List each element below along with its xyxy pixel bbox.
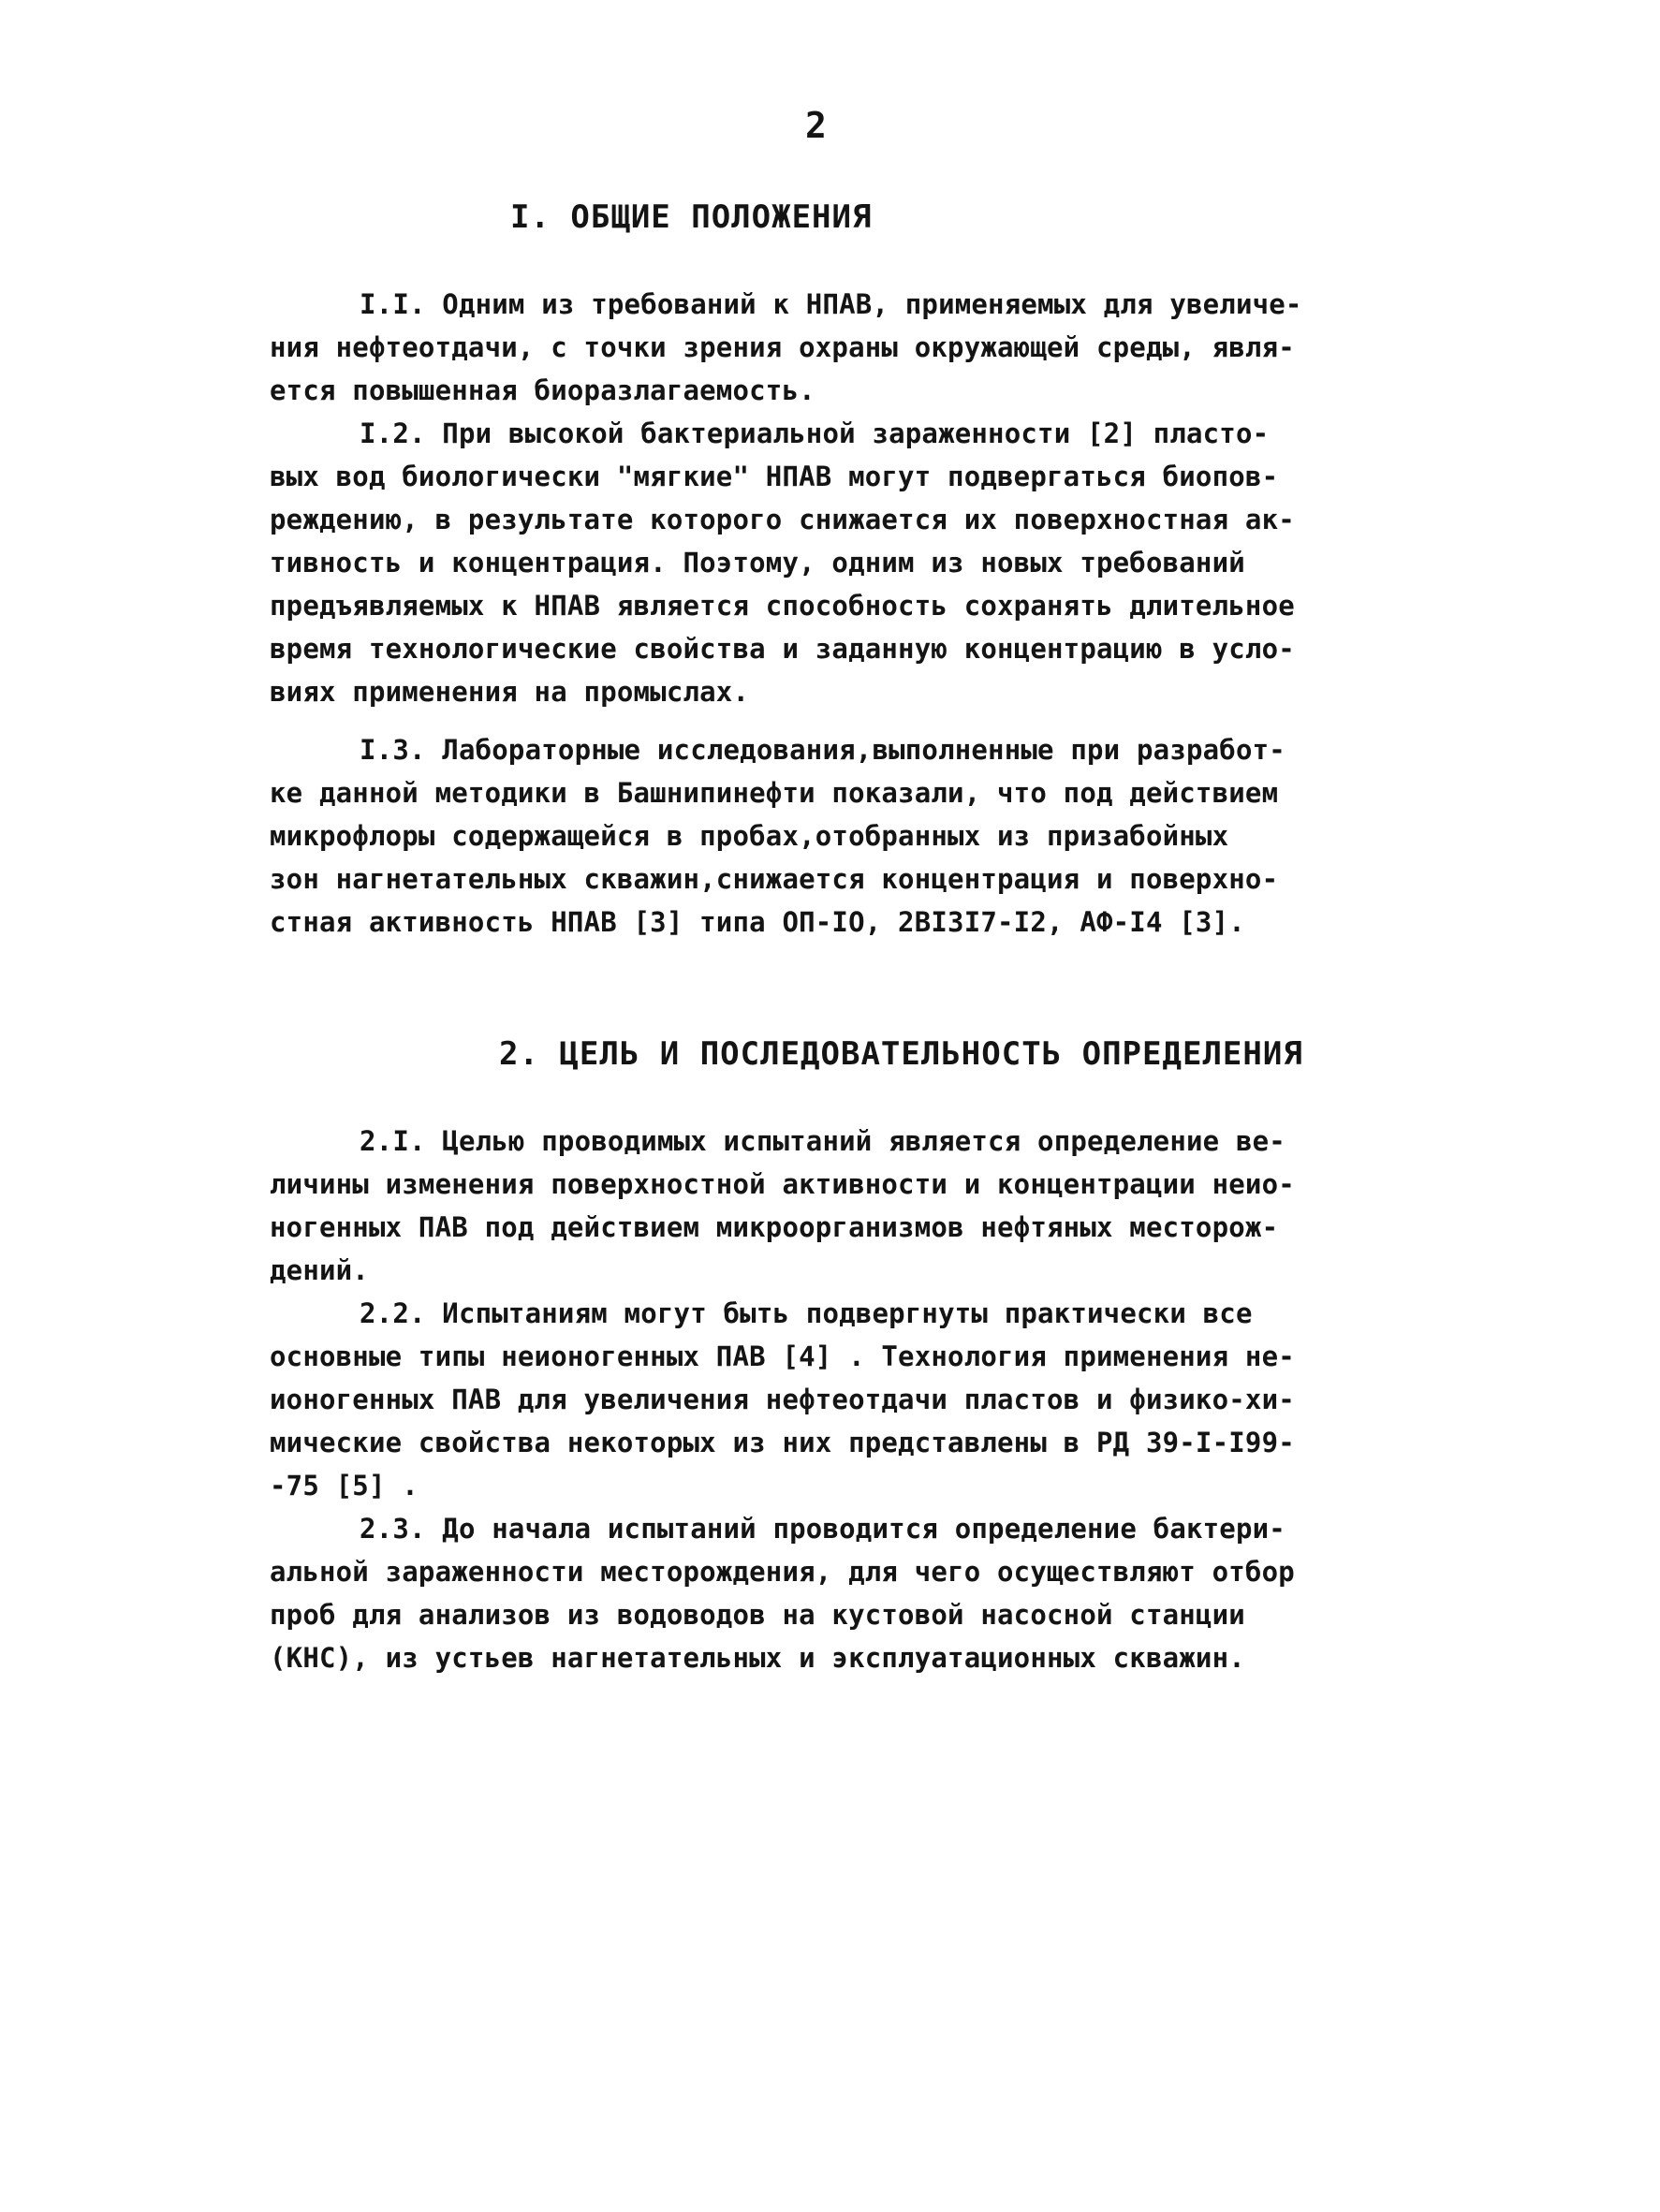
text-line: ионогенных ПАВ для увеличения нефтеотдачи пластов и физико-хи-	[270, 1384, 1295, 1415]
paragraph-2-3	[270, 1507, 1440, 1679]
text-line: вых вод биологически "мягкие" НПАВ могут подвергаться биопов-	[270, 461, 1279, 492]
section-1-title: I. ОБЩИЕ ПОЛОЖЕНИЯ	[510, 198, 873, 236]
text-line: микрофлоры содержащейся в пробах,отобранных из призабойных	[270, 820, 1229, 852]
text-line: стная активность НПАВ [3] типа ОП-IO, 2BI3I7-I2, АФ-I4 [3].	[270, 906, 1245, 938]
text-line: тивность и концентрация. Поэтому, одним из новых требований	[270, 547, 1245, 579]
page-number: 2	[805, 105, 827, 146]
text-line: 2.2. Испытаниям могут быть подвергнуты практически все	[360, 1297, 1253, 1329]
text-line: зон нагнетательных скважин,снижается концентрация и поверхно-	[270, 863, 1279, 895]
text-line: виях применения на промыслах.	[270, 676, 750, 708]
text-line: альной зараженности месторождения, для чего осуществляют отбор	[270, 1556, 1295, 1588]
text-line: -75 [5] .	[270, 1470, 419, 1502]
paragraph-1-3	[270, 728, 1440, 944]
paragraph-2-2	[270, 1292, 1440, 1507]
text-line: личины изменения поверхностной активности и концентрации неио-	[270, 1168, 1295, 1200]
text-line: время технологические свойства и заданную концентрацию в усло-	[270, 633, 1295, 665]
paragraph-1-1	[270, 283, 1440, 412]
text-line: дений.	[270, 1254, 369, 1286]
text-line: ется повышенная биоразлагаемость.	[270, 374, 815, 406]
text-line: I.2. При высокой бактериальной зараженности [2] пласто-	[360, 417, 1270, 449]
paragraph-2-1	[270, 1120, 1440, 1292]
text-line: предъявляемых к НПАВ является способность сохранять длительное	[270, 590, 1295, 622]
text-line: основные типы неионогенных ПАВ [4] . Технология применения не-	[270, 1340, 1295, 1372]
text-line: 2.3. До начала испытаний проводится определение бактери-	[360, 1513, 1285, 1545]
text-line: ногенных ПАВ под действием микроорганизмов нефтяных месторож-	[270, 1211, 1279, 1243]
text-line: реждению, в результате которого снижается их поверхностная ак-	[270, 504, 1295, 535]
text-line: ния нефтеотдачи, с точки зрения охраны окружающей среды, явля-	[270, 331, 1295, 363]
paragraph-1-2	[270, 412, 1440, 713]
text-line: ке данной методики в Башнипинефти показали, что под действием	[270, 777, 1279, 809]
text-line: 2.I. Целью проводимых испытаний является определение ве-	[360, 1125, 1285, 1157]
section-2-title: 2. ЦЕЛЬ И ПОСЛЕДОВАТЕЛЬНОСТЬ ОПРЕДЕЛЕНИЯ	[499, 1035, 1303, 1073]
text-line: мические свойства некоторых из них представлены в РД 39-I-I99-	[270, 1427, 1295, 1458]
text-line: I.I. Одним из требований к НПАВ, применяемых для увеличе-	[360, 288, 1302, 320]
text-line: I.3. Лабораторные исследования,выполненные при разработ-	[360, 734, 1285, 766]
text-line: проб для анализов из водоводов на кустовой насосной станции	[270, 1599, 1245, 1631]
text-line: (КНС), из устьев нагнетательных и эксплуатационных скважин.	[270, 1642, 1245, 1674]
